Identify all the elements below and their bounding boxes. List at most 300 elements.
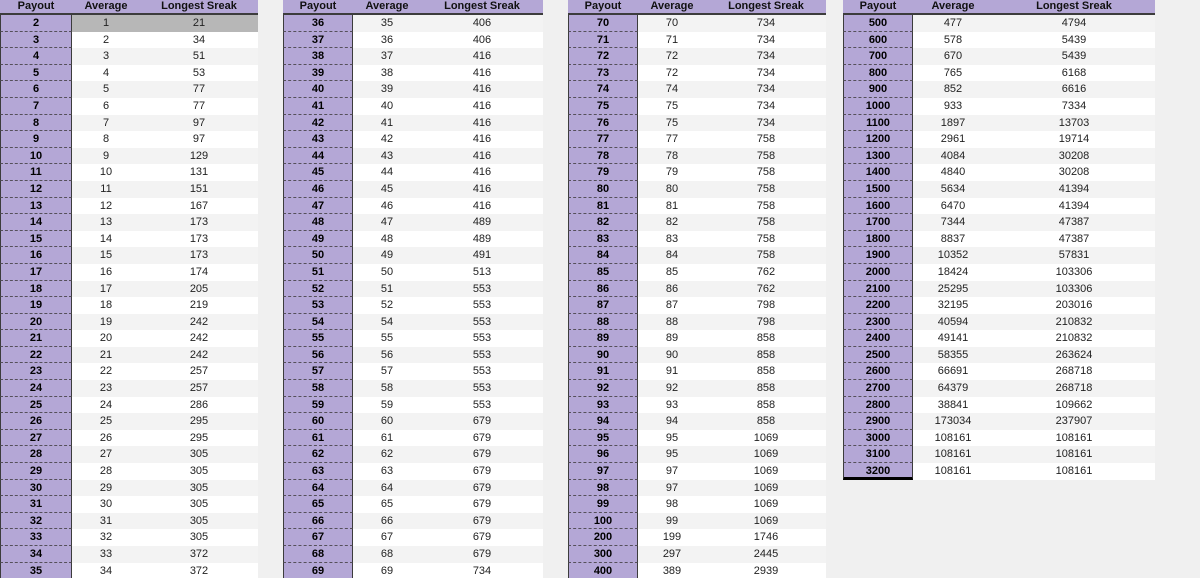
longest-sreak-cell[interactable]: 416 bbox=[472, 133, 492, 146]
payout-cell[interactable]: 83 bbox=[568, 231, 638, 248]
average-cell[interactable]: 1897 bbox=[940, 116, 966, 129]
average-cell[interactable]: 94 bbox=[665, 415, 679, 428]
average-cell[interactable]: 49 bbox=[380, 249, 394, 262]
longest-sreak-cell[interactable]: 242 bbox=[189, 348, 209, 361]
longest-sreak-cell[interactable]: 41394 bbox=[1058, 182, 1090, 195]
average-cell[interactable]: 93 bbox=[665, 398, 679, 411]
longest-sreak-cell[interactable]: 268718 bbox=[1055, 365, 1093, 378]
average-cell[interactable]: 68 bbox=[380, 548, 394, 560]
longest-sreak-cell[interactable]: 151 bbox=[189, 182, 209, 195]
longest-sreak-cell[interactable]: 129 bbox=[189, 149, 209, 162]
longest-sreak-cell[interactable]: 762 bbox=[756, 282, 776, 295]
average-cell[interactable]: 23 bbox=[99, 382, 113, 395]
average-cell[interactable]: 6470 bbox=[940, 199, 966, 212]
average-cell[interactable]: 74 bbox=[665, 83, 679, 96]
longest-sreak-cell[interactable]: 679 bbox=[472, 448, 492, 461]
longest-sreak-cell[interactable]: 21 bbox=[192, 17, 206, 29]
average-cell[interactable]: 13 bbox=[99, 216, 113, 229]
payout-cell[interactable]: 86 bbox=[568, 281, 638, 298]
payout-cell[interactable]: 3000 bbox=[843, 430, 913, 447]
payout-cell[interactable]: 2300 bbox=[843, 314, 913, 331]
longest-sreak-cell[interactable]: 553 bbox=[472, 282, 492, 295]
longest-sreak-cell[interactable]: 1069 bbox=[753, 514, 779, 527]
longest-sreak-cell[interactable]: 5439 bbox=[1061, 33, 1087, 46]
average-cell[interactable]: 22 bbox=[99, 365, 113, 378]
average-cell[interactable]: 14 bbox=[99, 232, 113, 245]
longest-sreak-cell[interactable]: 758 bbox=[756, 149, 776, 162]
average-cell[interactable]: 27 bbox=[99, 448, 113, 461]
payout-cell[interactable]: 38 bbox=[283, 48, 353, 65]
payout-cell[interactable]: 2400 bbox=[843, 330, 913, 347]
payout-cell[interactable]: 1800 bbox=[843, 231, 913, 248]
average-cell[interactable]: 54 bbox=[380, 315, 394, 328]
longest-sreak-cell[interactable]: 257 bbox=[189, 382, 209, 395]
longest-sreak-cell[interactable]: 173 bbox=[189, 232, 209, 245]
longest-sreak-cell[interactable]: 97 bbox=[192, 133, 206, 146]
longest-sreak-cell[interactable]: 679 bbox=[472, 465, 492, 478]
average-cell[interactable]: 39 bbox=[380, 83, 394, 96]
payout-cell[interactable]: 2900 bbox=[843, 413, 913, 430]
average-cell[interactable]: 72 bbox=[665, 66, 679, 79]
payout-cell[interactable]: 63 bbox=[283, 463, 353, 480]
longest-sreak-cell[interactable]: 108161 bbox=[1055, 431, 1093, 444]
payout-cell[interactable]: 48 bbox=[283, 214, 353, 231]
average-cell[interactable]: 3 bbox=[102, 50, 110, 63]
average-cell[interactable]: 5634 bbox=[940, 182, 966, 195]
payout-cell[interactable]: 72 bbox=[568, 48, 638, 65]
longest-sreak-cell[interactable]: 5439 bbox=[1061, 50, 1087, 63]
average-cell[interactable]: 55 bbox=[380, 332, 394, 345]
average-cell[interactable]: 7344 bbox=[940, 216, 966, 229]
average-cell[interactable]: 64379 bbox=[937, 382, 969, 395]
payout-cell[interactable]: 2800 bbox=[843, 397, 913, 414]
payout-cell[interactable]: 5 bbox=[0, 65, 72, 82]
payout-cell[interactable]: 57 bbox=[283, 363, 353, 380]
payout-cell[interactable]: 500 bbox=[843, 15, 913, 32]
longest-sreak-cell[interactable]: 173 bbox=[189, 216, 209, 229]
longest-sreak-cell[interactable]: 30208 bbox=[1058, 166, 1090, 179]
average-cell[interactable]: 59 bbox=[380, 398, 394, 411]
average-cell[interactable]: 48 bbox=[380, 232, 394, 245]
payout-cell[interactable]: 51 bbox=[283, 264, 353, 281]
average-cell[interactable]: 80 bbox=[665, 182, 679, 195]
longest-sreak-cell[interactable]: 19714 bbox=[1058, 133, 1090, 146]
average-cell[interactable]: 41 bbox=[380, 116, 394, 129]
payout-cell[interactable]: 89 bbox=[568, 330, 638, 347]
payout-cell[interactable]: 2500 bbox=[843, 347, 913, 364]
payout-cell[interactable]: 4 bbox=[0, 48, 72, 65]
payout-cell[interactable]: 1500 bbox=[843, 181, 913, 198]
payout-cell[interactable]: 10 bbox=[0, 148, 72, 165]
payout-cell[interactable]: 73 bbox=[568, 65, 638, 82]
longest-sreak-cell[interactable]: 53 bbox=[192, 66, 206, 79]
average-cell[interactable]: 43 bbox=[380, 149, 394, 162]
payout-cell[interactable]: 71 bbox=[568, 32, 638, 49]
average-cell[interactable]: 70 bbox=[665, 17, 679, 29]
average-cell[interactable]: 4840 bbox=[940, 166, 966, 179]
longest-sreak-cell[interactable]: 2445 bbox=[753, 548, 779, 560]
average-cell[interactable]: 20 bbox=[99, 332, 113, 345]
longest-sreak-cell[interactable]: 553 bbox=[472, 299, 492, 312]
payout-cell[interactable]: 93 bbox=[568, 397, 638, 414]
longest-sreak-cell[interactable]: 372 bbox=[189, 564, 209, 577]
payout-cell[interactable]: 55 bbox=[283, 330, 353, 347]
longest-sreak-cell[interactable]: 305 bbox=[189, 498, 209, 511]
longest-sreak-cell[interactable]: 553 bbox=[472, 365, 492, 378]
average-cell[interactable]: 24 bbox=[99, 398, 113, 411]
payout-cell[interactable]: 1200 bbox=[843, 131, 913, 148]
average-cell[interactable]: 31 bbox=[99, 514, 113, 527]
longest-sreak-cell[interactable]: 131 bbox=[189, 166, 209, 179]
payout-cell[interactable]: 25 bbox=[0, 397, 72, 414]
payout-cell[interactable]: 36 bbox=[283, 15, 353, 32]
average-cell[interactable]: 35 bbox=[380, 17, 394, 29]
average-cell[interactable]: 75 bbox=[665, 99, 679, 112]
longest-sreak-cell[interactable]: 173 bbox=[189, 249, 209, 262]
payout-cell[interactable]: 1700 bbox=[843, 214, 913, 231]
longest-sreak-cell[interactable]: 734 bbox=[756, 83, 776, 96]
longest-sreak-cell[interactable]: 758 bbox=[756, 199, 776, 212]
average-cell[interactable]: 852 bbox=[943, 83, 963, 96]
longest-sreak-cell[interactable]: 679 bbox=[472, 531, 492, 544]
average-cell[interactable]: 91 bbox=[665, 365, 679, 378]
average-cell[interactable]: 77 bbox=[665, 133, 679, 146]
payout-cell[interactable]: 800 bbox=[843, 65, 913, 82]
average-cell[interactable]: 38841 bbox=[937, 398, 969, 411]
payout-cell[interactable]: 96 bbox=[568, 446, 638, 463]
average-cell[interactable]: 78 bbox=[665, 149, 679, 162]
longest-sreak-cell[interactable]: 858 bbox=[756, 415, 776, 428]
longest-sreak-cell[interactable]: 34 bbox=[192, 33, 206, 46]
average-cell[interactable]: 95 bbox=[665, 448, 679, 461]
average-cell[interactable]: 45 bbox=[380, 182, 394, 195]
average-cell[interactable]: 2961 bbox=[940, 133, 966, 146]
average-cell[interactable]: 85 bbox=[665, 265, 679, 278]
longest-sreak-cell[interactable]: 758 bbox=[756, 166, 776, 179]
longest-sreak-cell[interactable]: 51 bbox=[192, 50, 206, 63]
longest-sreak-cell[interactable]: 416 bbox=[472, 199, 492, 212]
payout-cell[interactable]: 7 bbox=[0, 98, 72, 115]
average-cell[interactable]: 389 bbox=[662, 564, 682, 577]
average-cell[interactable]: 670 bbox=[943, 50, 963, 63]
longest-sreak-cell[interactable]: 758 bbox=[756, 249, 776, 262]
average-cell[interactable]: 40 bbox=[380, 99, 394, 112]
payout-cell[interactable]: 2100 bbox=[843, 281, 913, 298]
payout-cell[interactable]: 900 bbox=[843, 81, 913, 98]
average-cell[interactable]: 108161 bbox=[934, 431, 972, 444]
average-cell[interactable]: 10352 bbox=[937, 249, 969, 262]
average-cell[interactable]: 15 bbox=[99, 249, 113, 262]
average-cell[interactable]: 61 bbox=[380, 431, 394, 444]
average-cell[interactable]: 58 bbox=[380, 382, 394, 395]
average-cell[interactable]: 97 bbox=[665, 481, 679, 494]
average-cell[interactable]: 16 bbox=[99, 265, 113, 278]
longest-sreak-cell[interactable]: 553 bbox=[472, 382, 492, 395]
payout-cell[interactable]: 2000 bbox=[843, 264, 913, 281]
longest-sreak-cell[interactable]: 491 bbox=[472, 249, 492, 262]
payout-cell[interactable]: 44 bbox=[283, 148, 353, 165]
longest-sreak-cell[interactable]: 679 bbox=[472, 481, 492, 494]
average-cell[interactable]: 81 bbox=[665, 199, 679, 212]
payout-cell[interactable]: 64 bbox=[283, 480, 353, 497]
average-cell[interactable]: 88 bbox=[665, 315, 679, 328]
longest-sreak-cell[interactable]: 30208 bbox=[1058, 149, 1090, 162]
payout-cell[interactable]: 91 bbox=[568, 363, 638, 380]
longest-sreak-cell[interactable]: 1069 bbox=[753, 465, 779, 478]
longest-sreak-cell[interactable]: 406 bbox=[472, 33, 492, 46]
payout-cell[interactable]: 40 bbox=[283, 81, 353, 98]
average-cell[interactable]: 477 bbox=[943, 17, 963, 29]
average-cell[interactable]: 42 bbox=[380, 133, 394, 146]
longest-sreak-cell[interactable]: 758 bbox=[756, 182, 776, 195]
longest-sreak-cell[interactable]: 679 bbox=[472, 548, 492, 560]
average-cell[interactable]: 199 bbox=[662, 531, 682, 544]
average-cell[interactable]: 12 bbox=[99, 199, 113, 212]
longest-sreak-cell[interactable]: 6616 bbox=[1061, 83, 1087, 96]
payout-cell[interactable]: 61 bbox=[283, 430, 353, 447]
payout-cell[interactable]: 23 bbox=[0, 363, 72, 380]
longest-sreak-cell[interactable]: 758 bbox=[756, 216, 776, 229]
payout-cell[interactable]: 69 bbox=[283, 563, 353, 578]
payout-cell[interactable]: 88 bbox=[568, 314, 638, 331]
payout-cell[interactable]: 17 bbox=[0, 264, 72, 281]
average-cell[interactable]: 44 bbox=[380, 166, 394, 179]
payout-cell[interactable]: 99 bbox=[568, 496, 638, 513]
longest-sreak-cell[interactable]: 167 bbox=[189, 199, 209, 212]
longest-sreak-cell[interactable]: 103306 bbox=[1055, 265, 1093, 278]
longest-sreak-cell[interactable]: 858 bbox=[756, 398, 776, 411]
payout-cell[interactable]: 52 bbox=[283, 281, 353, 298]
payout-cell[interactable]: 65 bbox=[283, 496, 353, 513]
payout-cell[interactable]: 2200 bbox=[843, 297, 913, 314]
average-cell[interactable]: 10 bbox=[99, 166, 113, 179]
average-cell[interactable]: 40594 bbox=[937, 315, 969, 328]
payout-cell[interactable]: 3100 bbox=[843, 446, 913, 463]
longest-sreak-cell[interactable]: 798 bbox=[756, 299, 776, 312]
longest-sreak-cell[interactable]: 679 bbox=[472, 415, 492, 428]
average-cell[interactable]: 50 bbox=[380, 265, 394, 278]
average-cell[interactable]: 66 bbox=[380, 514, 394, 527]
longest-sreak-cell[interactable]: 7334 bbox=[1061, 99, 1087, 112]
longest-sreak-cell[interactable]: 203016 bbox=[1055, 299, 1093, 312]
payout-cell[interactable]: 30 bbox=[0, 480, 72, 497]
average-cell[interactable]: 62 bbox=[380, 448, 394, 461]
payout-cell[interactable]: 22 bbox=[0, 347, 72, 364]
longest-sreak-cell[interactable]: 13703 bbox=[1058, 116, 1090, 129]
payout-cell[interactable]: 33 bbox=[0, 529, 72, 546]
payout-cell[interactable]: 74 bbox=[568, 81, 638, 98]
average-cell[interactable]: 25295 bbox=[937, 282, 969, 295]
payout-cell[interactable]: 15 bbox=[0, 231, 72, 248]
payout-cell[interactable]: 75 bbox=[568, 98, 638, 115]
longest-sreak-cell[interactable]: 1746 bbox=[753, 531, 779, 544]
longest-sreak-cell[interactable]: 103306 bbox=[1055, 282, 1093, 295]
average-cell[interactable]: 95 bbox=[665, 431, 679, 444]
longest-sreak-cell[interactable]: 305 bbox=[189, 531, 209, 544]
longest-sreak-cell[interactable]: 416 bbox=[472, 99, 492, 112]
average-cell[interactable]: 89 bbox=[665, 332, 679, 345]
longest-sreak-cell[interactable]: 47387 bbox=[1058, 232, 1090, 245]
payout-cell[interactable]: 1300 bbox=[843, 148, 913, 165]
average-cell[interactable]: 63 bbox=[380, 465, 394, 478]
longest-sreak-cell[interactable]: 758 bbox=[756, 133, 776, 146]
average-cell[interactable]: 21 bbox=[99, 348, 113, 361]
average-cell[interactable]: 108161 bbox=[934, 448, 972, 461]
longest-sreak-cell[interactable]: 41394 bbox=[1058, 199, 1090, 212]
average-cell[interactable]: 47 bbox=[380, 216, 394, 229]
average-cell[interactable]: 36 bbox=[380, 33, 394, 46]
payout-cell[interactable]: 400 bbox=[568, 563, 638, 578]
payout-cell[interactable]: 41 bbox=[283, 98, 353, 115]
longest-sreak-cell[interactable]: 1069 bbox=[753, 481, 779, 494]
average-cell[interactable]: 2 bbox=[102, 33, 110, 46]
average-cell[interactable]: 11 bbox=[100, 182, 112, 195]
longest-sreak-cell[interactable]: 416 bbox=[472, 66, 492, 79]
average-cell[interactable]: 99 bbox=[665, 514, 679, 527]
payout-cell[interactable]: 82 bbox=[568, 214, 638, 231]
payout-cell[interactable]: 12 bbox=[0, 181, 72, 198]
payout-cell[interactable]: 200 bbox=[568, 529, 638, 546]
payout-cell[interactable]: 43 bbox=[283, 131, 353, 148]
payout-cell[interactable]: 68 bbox=[283, 546, 353, 563]
payout-cell[interactable]: 42 bbox=[283, 115, 353, 132]
payout-cell[interactable]: 37 bbox=[283, 32, 353, 49]
longest-sreak-cell[interactable]: 734 bbox=[756, 66, 776, 79]
payout-cell[interactable]: 87 bbox=[568, 297, 638, 314]
payout-cell[interactable]: 18 bbox=[0, 281, 72, 298]
payout-cell[interactable]: 67 bbox=[283, 529, 353, 546]
average-cell[interactable]: 297 bbox=[662, 548, 682, 560]
average-cell[interactable]: 67 bbox=[380, 531, 394, 544]
average-cell[interactable]: 17 bbox=[99, 282, 113, 295]
payout-cell[interactable]: 80 bbox=[568, 181, 638, 198]
payout-cell[interactable]: 11 bbox=[0, 164, 72, 181]
average-cell[interactable]: 58355 bbox=[937, 348, 969, 361]
longest-sreak-cell[interactable]: 57831 bbox=[1058, 249, 1090, 262]
longest-sreak-cell[interactable]: 734 bbox=[756, 17, 776, 29]
longest-sreak-cell[interactable]: 416 bbox=[472, 83, 492, 96]
payout-cell[interactable]: 34 bbox=[0, 546, 72, 563]
payout-cell[interactable]: 45 bbox=[283, 164, 353, 181]
average-cell[interactable]: 69 bbox=[380, 564, 394, 577]
longest-sreak-cell[interactable]: 489 bbox=[472, 216, 492, 229]
payout-cell[interactable]: 600 bbox=[843, 32, 913, 49]
payout-cell[interactable]: 27 bbox=[0, 430, 72, 447]
average-cell[interactable]: 9 bbox=[102, 149, 110, 162]
payout-cell[interactable]: 20 bbox=[0, 314, 72, 331]
longest-sreak-cell[interactable]: 219 bbox=[189, 299, 209, 312]
longest-sreak-cell[interactable]: 2939 bbox=[753, 564, 779, 577]
average-cell[interactable]: 5 bbox=[102, 83, 110, 96]
longest-sreak-cell[interactable]: 679 bbox=[472, 514, 492, 527]
average-cell[interactable]: 32 bbox=[99, 531, 113, 544]
longest-sreak-cell[interactable]: 268718 bbox=[1055, 382, 1093, 395]
longest-sreak-cell[interactable]: 97 bbox=[192, 116, 206, 129]
longest-sreak-cell[interactable]: 1069 bbox=[753, 431, 779, 444]
payout-cell[interactable]: 2 bbox=[0, 15, 72, 32]
longest-sreak-cell[interactable]: 679 bbox=[472, 431, 492, 444]
longest-sreak-cell[interactable]: 679 bbox=[472, 498, 492, 511]
longest-sreak-cell[interactable]: 734 bbox=[756, 33, 776, 46]
payout-cell[interactable]: 2600 bbox=[843, 363, 913, 380]
longest-sreak-cell[interactable]: 263624 bbox=[1055, 348, 1093, 361]
payout-cell[interactable]: 1100 bbox=[843, 115, 913, 132]
average-cell[interactable]: 84 bbox=[665, 249, 679, 262]
payout-cell[interactable]: 1000 bbox=[843, 98, 913, 115]
average-cell[interactable]: 32195 bbox=[937, 299, 969, 312]
payout-cell[interactable]: 81 bbox=[568, 198, 638, 215]
payout-cell[interactable]: 77 bbox=[568, 131, 638, 148]
payout-cell[interactable]: 97 bbox=[568, 463, 638, 480]
average-cell[interactable]: 66691 bbox=[937, 365, 969, 378]
average-cell[interactable]: 26 bbox=[99, 431, 113, 444]
payout-cell[interactable]: 35 bbox=[0, 563, 72, 578]
payout-cell[interactable]: 28 bbox=[0, 446, 72, 463]
longest-sreak-cell[interactable]: 109662 bbox=[1055, 398, 1093, 411]
payout-cell[interactable]: 2700 bbox=[843, 380, 913, 397]
longest-sreak-cell[interactable]: 305 bbox=[189, 514, 209, 527]
longest-sreak-cell[interactable]: 108161 bbox=[1055, 448, 1093, 461]
longest-sreak-cell[interactable]: 734 bbox=[756, 50, 776, 63]
payout-cell[interactable]: 3200 bbox=[843, 463, 913, 480]
longest-sreak-cell[interactable]: 406 bbox=[472, 17, 492, 29]
longest-sreak-cell[interactable]: 1069 bbox=[753, 448, 779, 461]
longest-sreak-cell[interactable]: 858 bbox=[756, 348, 776, 361]
longest-sreak-cell[interactable]: 858 bbox=[756, 365, 776, 378]
average-cell[interactable]: 765 bbox=[943, 66, 963, 79]
longest-sreak-cell[interactable]: 553 bbox=[472, 332, 492, 345]
longest-sreak-cell[interactable]: 762 bbox=[756, 265, 776, 278]
average-cell[interactable]: 65 bbox=[380, 498, 394, 511]
longest-sreak-cell[interactable]: 305 bbox=[189, 465, 209, 478]
payout-cell[interactable]: 90 bbox=[568, 347, 638, 364]
payout-cell[interactable]: 54 bbox=[283, 314, 353, 331]
longest-sreak-cell[interactable]: 758 bbox=[756, 232, 776, 245]
average-cell[interactable]: 18424 bbox=[937, 265, 969, 278]
payout-cell[interactable]: 98 bbox=[568, 480, 638, 497]
average-cell[interactable]: 82 bbox=[665, 216, 679, 229]
payout-cell[interactable]: 3 bbox=[0, 32, 72, 49]
longest-sreak-cell[interactable]: 416 bbox=[472, 166, 492, 179]
payout-cell[interactable]: 59 bbox=[283, 397, 353, 414]
average-cell[interactable]: 933 bbox=[943, 99, 963, 112]
longest-sreak-cell[interactable]: 205 bbox=[189, 282, 209, 295]
longest-sreak-cell[interactable]: 305 bbox=[189, 481, 209, 494]
average-cell[interactable]: 90 bbox=[665, 348, 679, 361]
longest-sreak-cell[interactable]: 210832 bbox=[1055, 315, 1093, 328]
longest-sreak-cell[interactable]: 242 bbox=[189, 315, 209, 328]
longest-sreak-cell[interactable]: 416 bbox=[472, 50, 492, 63]
payout-cell[interactable]: 1600 bbox=[843, 198, 913, 215]
payout-cell[interactable]: 19 bbox=[0, 297, 72, 314]
payout-cell[interactable]: 1900 bbox=[843, 247, 913, 264]
payout-cell[interactable]: 32 bbox=[0, 513, 72, 530]
average-cell[interactable]: 52 bbox=[380, 299, 394, 312]
payout-cell[interactable]: 100 bbox=[568, 513, 638, 530]
average-cell[interactable]: 33 bbox=[99, 548, 113, 560]
longest-sreak-cell[interactable]: 553 bbox=[472, 315, 492, 328]
longest-sreak-cell[interactable]: 237907 bbox=[1055, 415, 1093, 428]
average-cell[interactable]: 1 bbox=[102, 17, 110, 29]
average-cell[interactable]: 8837 bbox=[940, 232, 966, 245]
average-cell[interactable]: 28 bbox=[99, 465, 113, 478]
average-cell[interactable]: 46 bbox=[380, 199, 394, 212]
payout-cell[interactable]: 76 bbox=[568, 115, 638, 132]
average-cell[interactable]: 8 bbox=[102, 133, 110, 146]
payout-cell[interactable]: 14 bbox=[0, 214, 72, 231]
payout-cell[interactable]: 92 bbox=[568, 380, 638, 397]
average-cell[interactable]: 60 bbox=[380, 415, 394, 428]
